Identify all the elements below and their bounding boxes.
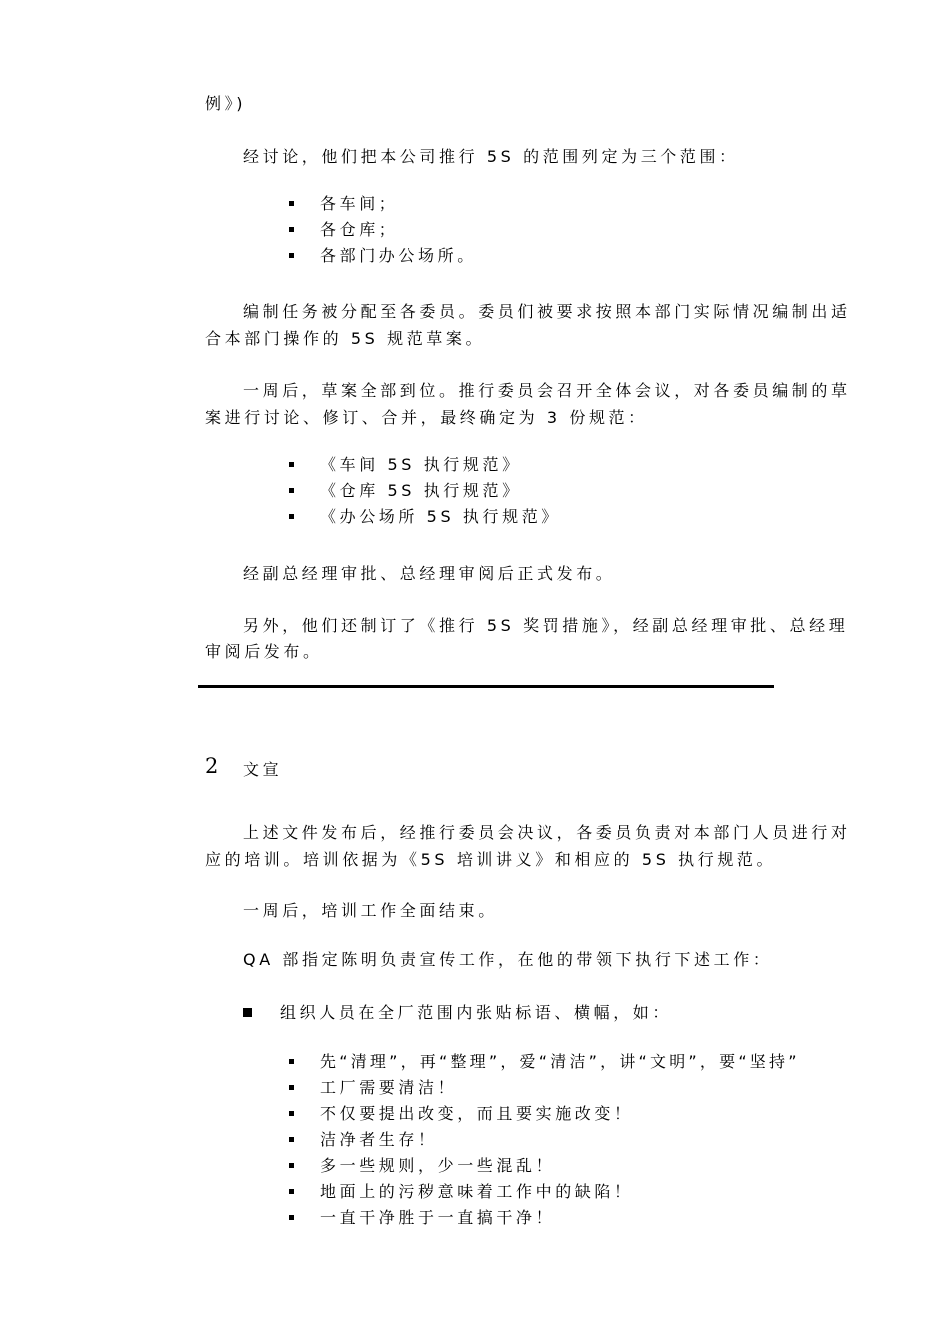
square-bullet-icon [289, 1189, 294, 1194]
list-item-label: 多一些规则，少一些混乱！ [320, 1156, 556, 1175]
paragraph-qa-assignment: QA 部指定陈明负责宣传工作，在他的带领下执行下述工作： [243, 950, 773, 969]
square-bullet-icon [289, 488, 294, 493]
section-divider [198, 685, 774, 688]
list-item-label: 《车间 5S 执行规范》 [320, 455, 522, 474]
list-item-label: 《仓库 5S 执行规范》 [320, 481, 522, 500]
text-continuation: 例》) [205, 94, 247, 113]
list-item-label: 洁净者生存！ [320, 1130, 438, 1149]
list-item-label: 工厂需要清洁！ [320, 1078, 458, 1097]
paragraph-training-done: 一周后，培训工作全面结束。 [243, 901, 498, 920]
square-bullet-icon [289, 227, 294, 232]
list-item-label: 《办公场所 5S 执行规范》 [320, 507, 561, 526]
paragraph-reward-line2: 审阅后发布。 [205, 642, 323, 661]
list-item-label: 地面上的污秽意味着工作中的缺陷！ [320, 1182, 634, 1201]
paragraph-task-line2: 合本部门操作的 5S 规范草案。 [205, 329, 486, 348]
section-number: 2 [205, 754, 219, 778]
square-bullet-icon [289, 1059, 294, 1064]
paragraph-draft-line2: 案进行讨论、修订、合并，最终确定为 3 份规范： [205, 408, 648, 427]
list-item-label: 各仓库； [320, 220, 399, 239]
paragraph-training-line2: 应的培训。培训依据为《5S 培训讲义》和相应的 5S 执行规范。 [205, 850, 777, 869]
list-item-label: 不仅要提出改变，而且要实施改变！ [320, 1104, 634, 1123]
square-bullet-icon [289, 1215, 294, 1220]
square-bullet-icon [289, 253, 294, 258]
paragraph-task-line1: 编制任务被分配至各委员。委员们被要求按照本部门实际情况编制出适 [243, 302, 851, 321]
square-bullet-icon [289, 1085, 294, 1090]
filled-square-bullet-icon [243, 1008, 252, 1017]
paragraph-reward-line1: 另外，他们还制订了《推行 5S 奖罚措施》，经副总经理审批、总经理 [243, 616, 849, 635]
section-title: 文宣 [243, 760, 283, 779]
square-bullet-icon [289, 514, 294, 519]
paragraph-training-line1: 上述文件发布后，经推行委员会决议，各委员负责对本部门人员进行对 [243, 823, 851, 842]
square-bullet-icon [289, 1163, 294, 1168]
list-item-label: 各车间； [320, 194, 399, 213]
square-bullet-icon [289, 462, 294, 467]
list-item-label: 各部门办公场所。 [320, 246, 477, 265]
list-item-label: 先“清理”，再“整理”，爱“清洁”，讲“文明”，要“坚持” [320, 1052, 800, 1071]
paragraph-scope-intro: 经讨论，他们把本公司推行 5S 的范围列定为三个范围： [243, 147, 739, 166]
primary-list-label: 组织人员在全厂范围内张贴标语、横幅，如： [280, 1003, 673, 1022]
square-bullet-icon [289, 1137, 294, 1142]
square-bullet-icon [289, 1111, 294, 1116]
list-item-label: 一直干净胜于一直搞干净！ [320, 1208, 556, 1227]
paragraph-approval: 经副总经理审批、总经理审阅后正式发布。 [243, 564, 616, 583]
paragraph-draft-line1: 一周后，草案全部到位。推行委员会召开全体会议，对各委员编制的草 [243, 381, 851, 400]
square-bullet-icon [289, 201, 294, 206]
